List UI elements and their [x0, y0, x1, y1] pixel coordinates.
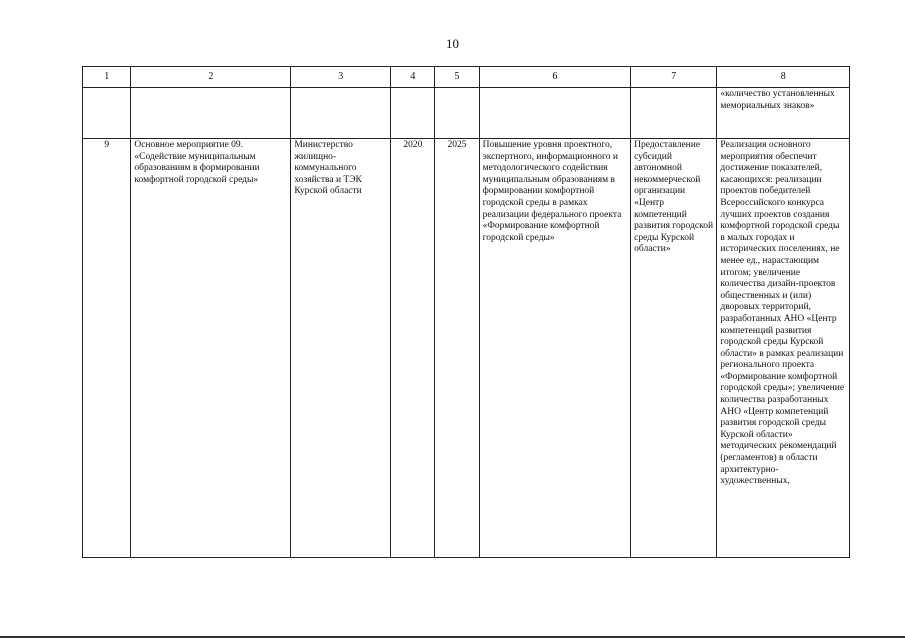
col-header-5: 5: [435, 67, 479, 88]
scan-edge-line: [0, 636, 905, 638]
col-header-8: 8: [717, 67, 850, 88]
empty-cell: [131, 88, 291, 139]
header-row: [83, 67, 850, 88]
program-table: [82, 66, 850, 558]
table-row: [83, 139, 850, 558]
empty-cell: [631, 88, 717, 139]
expected-result-cell: Повышение уровня проектного, экспертного, информационного и методологического содействия муниципальным образованиям в формировании комфортной городской среды в рамках реализации федерального проекта «Формирование комфортной городской среды»: [479, 139, 631, 558]
end-year-cell: 2025: [435, 139, 479, 558]
directions-cell: Предоставление субсидий автономной некоммерческой организации «Центр компетенций развития городской среды Курской области»: [631, 139, 717, 558]
empty-cell: [291, 88, 391, 139]
empty-cell: [479, 88, 631, 139]
col-header-7: 7: [631, 67, 717, 88]
col-header-1: 1: [83, 67, 131, 88]
continued-indicator-cell: «количество установленных мемориальных знаков»: [717, 88, 850, 139]
indicators-cell: Реализация основного мероприятия обеспечит достижение показателей, касающихся: реализации проектов победителей Всероссийского конкурса лучших проектов создания комфортной городской среды в малых городах и исторических поселениях, не менее ед., нарастающим итогом; увеличение количества дизайн-проектов общественных и (или) дворовых территорий, разработанных АНО «Центр компетенций развития городской среды Курской области» в рамках реализации регионального проекта «Формирование комфортной городской среды»; увеличение количества разработанных АНО «Центр компетенций развития городской среды Курской области» методических рекомендаций (регламентов) в области архитектурно-художественных,: [717, 139, 850, 558]
start-year-cell: 2020: [391, 139, 435, 558]
activity-name-cell: Основное мероприятие 09. «Содействие муниципальным образованиям в формировании комфортной городской среды»: [131, 139, 291, 558]
col-header-4: 4: [391, 67, 435, 88]
col-header-6: 6: [479, 67, 631, 88]
col-header-3: 3: [291, 67, 391, 88]
executor-cell: Министерство жилищно-коммунального хозяйства и ТЭК Курской области: [291, 139, 391, 558]
empty-cell: [435, 88, 479, 139]
col-header-2: 2: [131, 67, 291, 88]
empty-cell: [83, 88, 131, 139]
table-row: [83, 88, 850, 139]
empty-cell: [391, 88, 435, 139]
page-number: 10: [446, 36, 459, 51]
row-number-cell: 9: [83, 139, 131, 558]
